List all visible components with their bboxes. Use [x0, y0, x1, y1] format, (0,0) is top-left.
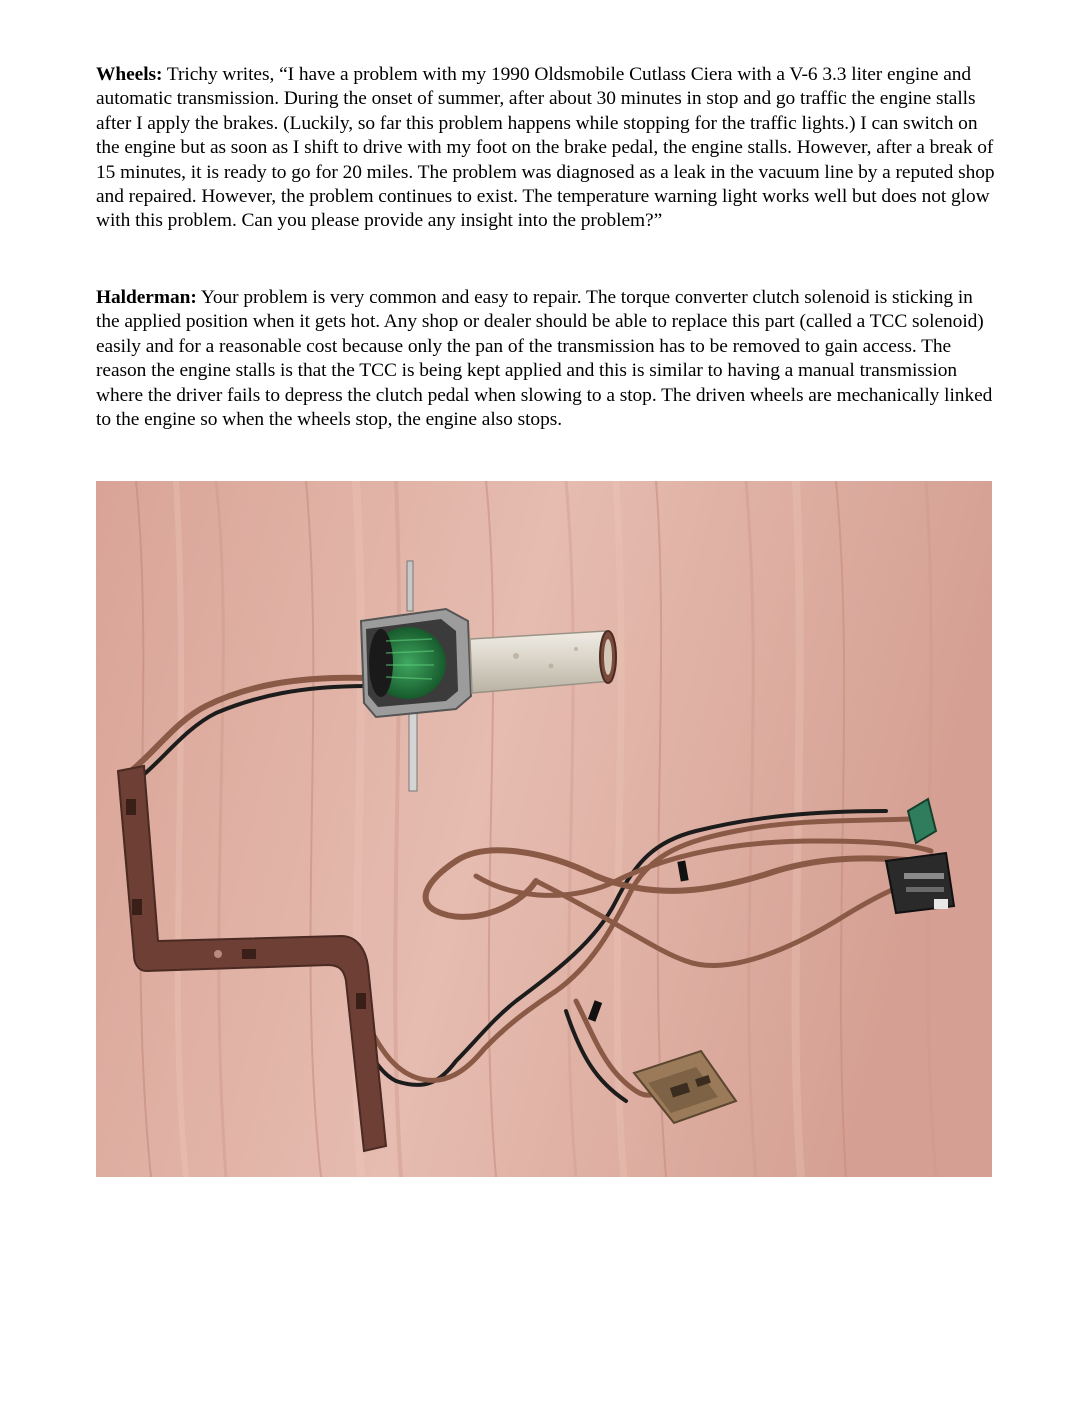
- wheels-question-paragraph: [96, 63, 996, 234]
- tcc-solenoid-photo-drawing: [96, 481, 992, 1177]
- tcc-solenoid-photo: [96, 481, 992, 1177]
- halderman-answer-text: Your problem is very common and easy to repair. The torque converter clutch solenoid is sticking in the applied position when it gets hot. Any shop or dealer should be able to replace this part (called a TCC solenoid) easily and for a reasonable cost because only the pan of the transmission has to be removed to gain access. The reason the engine stalls is that the TCC is being kept applied and this is similar to having a manual transmission where the driver fails to depress the clutch pedal when slowing to a stop. The driven wheels are mechanically linked to the engine so when the wheels stop, the engine also stops.: [96, 287, 993, 431]
- halderman-answer-paragraph: [96, 286, 996, 432]
- wheels-speaker-label: Wheels:: [96, 64, 163, 85]
- wood-floor: [96, 481, 992, 1177]
- wheels-question-text: Trichy writes, “I have a problem with my 1990 Oldsmobile Cutlass Ciera with a V-6 3.3 liter engine and automatic transmission. During the onset of summer, after about 30 minutes in stop and go traffic the engine stalls after I apply the brakes. (Luckily, so far this problem happens while stopping for the traffic lights.) I can switch on the engine but as soon as I shift to drive with my foot on the brake pedal, the engine stalls. However, after a break of 15 minutes, it is ready to go for 20 miles. The problem was diagnosed as a leak in the vacuum line by a reputed shop and repaired. However, the problem continues to exist. The temperature warning light works well but does not glow with this problem. Can you please provide any insight into the problem?”: [96, 64, 995, 232]
- halderman-speaker-label: Halderman:: [96, 287, 197, 308]
